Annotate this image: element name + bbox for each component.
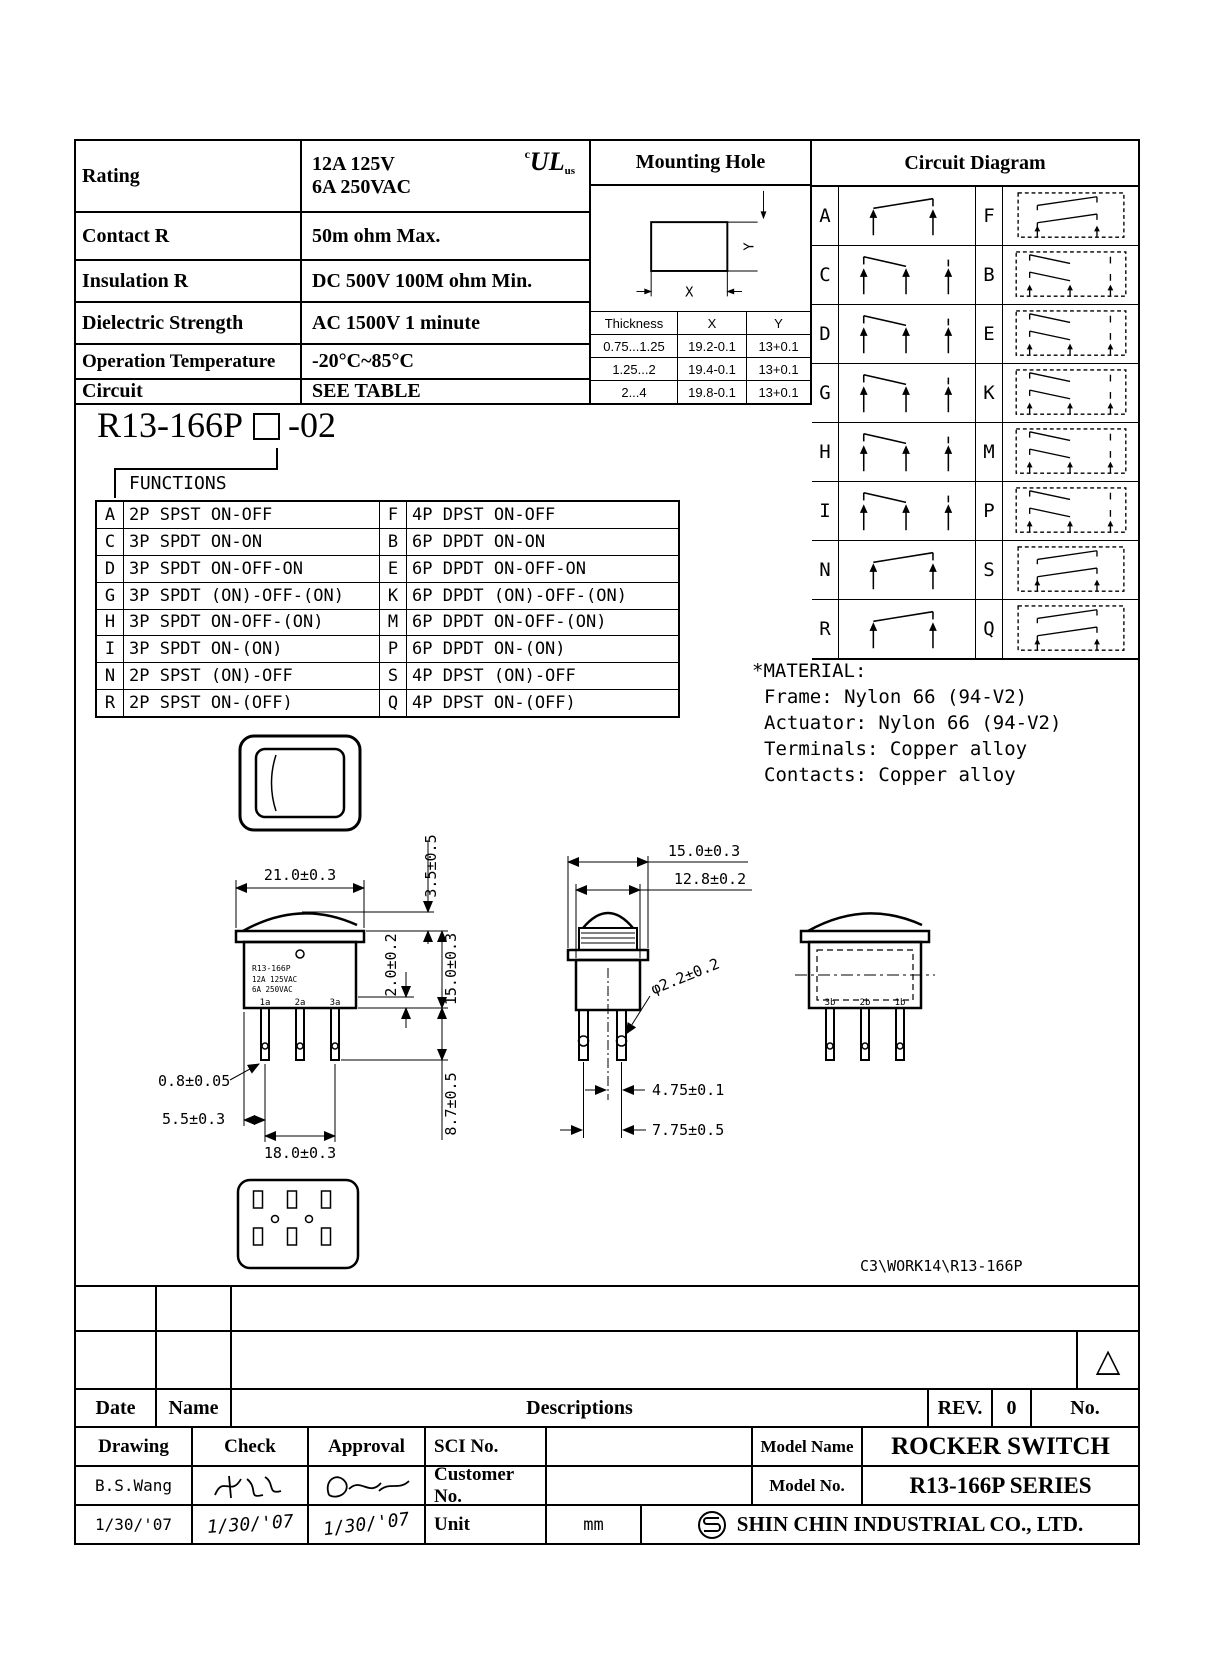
circuit-row [812, 305, 1138, 364]
thickness-header: Thickness [591, 312, 678, 334]
y-cell: 13+0.1 [758, 338, 799, 354]
ul-listed-icon: $^c$ULus [524, 147, 575, 177]
circuit-cell [839, 541, 976, 599]
circuit-cell [839, 246, 976, 304]
title-header-row [76, 1388, 1138, 1426]
function-desc: 6P DPDT ON-OFF-(ON) [412, 612, 607, 633]
drawing-label-row [76, 1426, 1138, 1465]
revision-row [76, 1285, 1138, 1330]
part-number-prefix: R13-166P [97, 405, 244, 445]
revision-desc-cell [232, 1287, 1138, 1330]
sci-no-value-cell [547, 1428, 753, 1465]
end-view-outline [568, 913, 648, 1100]
dim-hole-label: φ2.2±0.2 [648, 954, 722, 999]
table-row [591, 334, 810, 357]
spec-label-insulation-r: Insulation R [76, 261, 302, 301]
model-no-value: R13-166P SERIES [909, 1472, 1092, 1498]
descriptions-header: Descriptions [232, 1390, 929, 1426]
thickness-cell: 2...4 [591, 381, 678, 403]
revision-triangle-icon: △ [1095, 1342, 1121, 1378]
function-row [97, 582, 678, 609]
date-row [76, 1504, 1138, 1543]
circuit-letter: S [976, 541, 1003, 599]
approval-date-handwritten: 1/30/'07 [322, 1508, 411, 1541]
function-desc: 3P SPDT (ON)-OFF-(ON) [124, 583, 380, 609]
function-code: F [380, 502, 407, 528]
circuit-cell [839, 305, 976, 363]
circuit-symbol-dpst-icon [1007, 545, 1135, 595]
mounting-hole-diagram [591, 186, 808, 311]
circuit-letter: B [976, 246, 1003, 304]
circuit-symbol-dpst-icon [1007, 191, 1135, 241]
part-number-connector [114, 468, 278, 470]
side-view-marking: R13-166P [252, 964, 291, 973]
spec-label-op-temp: Operation Temperature [76, 345, 302, 378]
drawer-name: B.S.Wang [76, 1467, 193, 1504]
spec-value-op-temp: -20°C~85°C [312, 350, 414, 372]
spec-value-contact-r: 50m ohm Max. [312, 224, 441, 247]
function-code: H [97, 610, 124, 636]
function-code: M [380, 610, 407, 636]
material-line: Contacts: Copper alloy [764, 764, 1016, 786]
function-row [97, 609, 678, 636]
dim-terminal-span-label: 18.0±0.3 [263, 1144, 337, 1162]
check-signature-cell [193, 1467, 309, 1504]
function-row [97, 528, 678, 555]
terminal-label: 3b [824, 998, 836, 1008]
x-header: X [678, 312, 747, 334]
circuit-cell [1003, 541, 1138, 599]
front-view-outline [240, 736, 360, 830]
circuit-letter: P [976, 482, 1003, 540]
customer-no-label: Customer No. [426, 1467, 547, 1504]
circuit-cell [1003, 482, 1138, 540]
y-cell: 13+0.1 [758, 361, 799, 377]
function-code: Q [380, 690, 407, 716]
thickness-cell: 1.25...2 [591, 358, 678, 380]
function-desc: 3P SPDT ON-OFF-(ON) [124, 610, 380, 636]
check-label: Check [193, 1428, 309, 1465]
function-desc: 6P DPDT ON-(ON) [412, 639, 566, 660]
spec-label-dielectric: Dielectric Strength [76, 303, 302, 343]
circuit-symbol-spst-icon [843, 604, 971, 654]
function-desc: 2P SPST ON-OFF [124, 502, 380, 528]
circuit-symbol-dpdt-icon [1007, 486, 1135, 536]
function-code: A [97, 502, 124, 528]
mounting-hole-title: Mounting Hole [591, 141, 810, 186]
terminal-label: 1b [894, 998, 906, 1008]
function-desc: 2P SPST ON-(OFF) [124, 690, 380, 716]
material-line: Frame: Nylon 66 (94-V2) [764, 686, 1028, 708]
circuit-letter: E [976, 305, 1003, 363]
shin-chin-logo-icon [697, 1510, 727, 1540]
function-desc: 3P SPDT ON-ON [124, 529, 380, 555]
part-number-connector [276, 448, 278, 470]
function-code: C [97, 529, 124, 555]
company-cell [642, 1506, 1138, 1543]
terminal-label: 2a [294, 998, 306, 1008]
circuit-row [812, 600, 1138, 658]
terminal-label: 2b [859, 998, 871, 1008]
spec-table [74, 139, 591, 405]
function-desc: 4P DPST ON-(OFF) [412, 693, 576, 714]
dim-body-height-label: 15.0±0.3 [442, 932, 460, 1006]
function-desc: 6P DPDT ON-ON [412, 531, 546, 552]
circuit-cell [839, 482, 976, 540]
circuit-letter: I [812, 482, 839, 540]
table-row [76, 343, 589, 378]
table-row [76, 141, 589, 211]
thickness-table [591, 311, 810, 403]
side-view-marking: 12A 125VAC [252, 975, 298, 984]
function-code: D [97, 556, 124, 582]
circuit-cell [1003, 187, 1138, 245]
circuit-letter: M [976, 423, 1003, 481]
circuit-symbol-spdt-icon [843, 368, 971, 418]
drawing-date: 1/30/'07 [76, 1506, 193, 1543]
revision-desc-cell [232, 1332, 1078, 1388]
circuit-cell [839, 600, 976, 658]
spec-value-dielectric: AC 1500V 1 minute [312, 311, 480, 334]
circuit-symbol-dpdt-icon [1007, 368, 1135, 418]
circuit-row [812, 364, 1138, 423]
circuit-cell [1003, 600, 1138, 658]
function-code: S [380, 663, 407, 689]
spec-label-rating: Rating [76, 141, 302, 211]
circuit-symbol-dpdt-icon [1007, 309, 1135, 359]
circuit-letter: G [812, 364, 839, 422]
function-row [97, 689, 678, 716]
spec-value-circuit: SEE TABLE [312, 380, 421, 402]
circuit-cell [839, 364, 976, 422]
back-view-outline [795, 913, 935, 1060]
functions-title: FUNCTIONS [129, 473, 227, 494]
bottom-view-outline [238, 1180, 358, 1268]
revision-mark-cell [1078, 1332, 1138, 1388]
circuit-symbol-spdt-icon [843, 250, 971, 300]
circuit-letter: C [812, 246, 839, 304]
x-cell: 19.8-0.1 [678, 381, 747, 403]
circuit-diagram-title: Circuit Diagram [812, 141, 1138, 187]
dim-terminal-length-label: 8.7±0.5 [442, 1072, 460, 1136]
function-code: R [97, 690, 124, 716]
circuit-row [812, 541, 1138, 600]
revision-name-cell [157, 1332, 232, 1388]
x-cell: 19.4-0.1 [678, 358, 747, 380]
revision-date-cell [76, 1287, 157, 1330]
circuit-row [812, 482, 1138, 541]
table-row [76, 211, 589, 259]
thickness-cell: 0.75...1.25 [591, 335, 678, 357]
revision-name-cell [157, 1287, 232, 1330]
part-number-option-box [253, 413, 280, 440]
function-desc: 3P SPDT ON-OFF-ON [124, 556, 380, 582]
function-code: G [97, 583, 124, 609]
functions-table [95, 500, 680, 718]
dim-hole-offset-label: 4.75±0.1 [652, 1081, 725, 1099]
company-name: SHIN CHIN INDUSTRIAL CO., LTD. [736, 1512, 1084, 1536]
part-number [97, 404, 336, 446]
approval-date-cell [309, 1506, 426, 1543]
approval-signature-cell [309, 1467, 426, 1504]
circuit-letter: R [812, 600, 839, 658]
file-path: C3\WORK14\R13-166P [860, 1257, 1023, 1275]
dim-hole-span-label: 7.75±0.5 [652, 1121, 725, 1139]
function-code: K [380, 583, 407, 609]
dim-step-label: 2.0±0.2 [382, 933, 400, 997]
rating-line-1: 12A 125V [312, 153, 395, 175]
function-code: B [380, 529, 407, 555]
rev-header: REV. [929, 1390, 993, 1426]
circuit-symbol-spdt-icon [843, 486, 971, 536]
model-name-value: ROCKER SWITCH [891, 1432, 1110, 1460]
circuit-symbol-dpdt-icon [1007, 427, 1135, 477]
mounting-hole-rect [651, 222, 727, 271]
function-code: P [380, 636, 407, 662]
date-header: Date [76, 1390, 157, 1426]
rating-line-2: 6A 250VAC [312, 176, 412, 198]
name-header: Name [157, 1390, 232, 1426]
function-desc: 4P DPST ON-OFF [412, 504, 556, 525]
circuit-letter: N [812, 541, 839, 599]
function-code: N [97, 663, 124, 689]
circuit-diagram-panel [812, 139, 1140, 660]
circuit-symbol-spdt-icon [843, 309, 971, 359]
dim-body-depth-label: 12.8±0.2 [673, 870, 747, 888]
terminal-label: 1a [259, 998, 271, 1008]
part-number-suffix: -02 [288, 405, 337, 445]
drawing-label: Drawing [76, 1428, 193, 1465]
mounting-y-label: Y [741, 242, 758, 251]
table-row [76, 301, 589, 343]
side-view-marking: 6A 250VAC [252, 985, 293, 994]
check-date-handwritten: 1/30/'07 [206, 1511, 294, 1538]
circuit-cell [1003, 246, 1138, 304]
approval-label: Approval [309, 1428, 426, 1465]
material-line: Terminals: Copper alloy [764, 738, 1028, 760]
circuit-letter: H [812, 423, 839, 481]
approval-signature [319, 1469, 414, 1503]
check-signature [205, 1469, 295, 1503]
circuit-symbol-spst-icon [843, 191, 971, 241]
table-row [76, 259, 589, 301]
function-row [97, 502, 678, 528]
check-date-cell [193, 1506, 309, 1543]
circuit-letter: Q [976, 600, 1003, 658]
spec-label-circuit: Circuit [76, 380, 302, 403]
function-row [97, 555, 678, 582]
spec-label-contact-r: Contact R [76, 213, 302, 259]
spec-value-rating [302, 141, 589, 211]
function-row [97, 662, 678, 689]
name-row [76, 1463, 1138, 1507]
material-title: *MATERIAL: [752, 660, 867, 682]
dim-terminal-inset-label: 5.5±0.3 [162, 1110, 226, 1128]
circuit-cell [1003, 364, 1138, 422]
function-code: I [97, 636, 124, 662]
mounting-hole-panel [591, 139, 812, 405]
spec-value-insulation-r: DC 500V 100M ohm Min. [312, 269, 533, 292]
circuit-cell [1003, 305, 1138, 363]
circuit-symbol-spst-icon [843, 545, 971, 595]
circuit-symbol-spdt-icon [843, 427, 971, 477]
model-name-label: Model Name [753, 1428, 863, 1465]
circuit-row [812, 423, 1138, 482]
circuit-cell [839, 187, 976, 245]
y-cell: 13+0.1 [758, 384, 799, 400]
circuit-row [812, 187, 1138, 246]
revision-row [76, 1330, 1138, 1388]
table-row [591, 380, 810, 403]
function-desc: 6P DPDT (ON)-OFF-(ON) [412, 585, 627, 606]
function-desc: 6P DPDT ON-OFF-ON [412, 558, 586, 579]
circuit-symbol-dpst-icon [1007, 604, 1135, 654]
function-desc: 3P SPDT ON-(ON) [124, 636, 380, 662]
rev-number: 0 [993, 1390, 1032, 1426]
table-row [591, 357, 810, 380]
circuit-letter: K [976, 364, 1003, 422]
table-row [591, 312, 810, 334]
function-row [97, 635, 678, 662]
circuit-letter: A [812, 187, 839, 245]
circuit-letter: F [976, 187, 1003, 245]
dimension-drawings [90, 728, 1140, 1290]
table-row [76, 378, 589, 403]
dim-depth-label: 15.0±0.3 [667, 842, 741, 860]
function-code: E [380, 556, 407, 582]
revision-date-cell [76, 1332, 157, 1388]
y-header: Y [774, 315, 783, 331]
dim-terminal-thickness-label: 0.8±0.05 [158, 1072, 231, 1090]
dim-rocker-height-label: 3.5±0.5 [422, 834, 440, 898]
mounting-x-label: X [685, 284, 694, 301]
unit-value: mm [547, 1506, 642, 1543]
no-header: No. [1070, 1396, 1100, 1419]
circuit-row [812, 246, 1138, 305]
circuit-letter: D [812, 305, 839, 363]
dim-width-label: 21.0±0.3 [263, 866, 337, 884]
material-line: Actuator: Nylon 66 (94-V2) [764, 712, 1062, 734]
circuit-cell [839, 423, 976, 481]
model-no-label: Model No. [753, 1467, 863, 1504]
circuit-symbol-dpdt-icon [1007, 250, 1135, 300]
function-desc: 2P SPST (ON)-OFF [124, 663, 380, 689]
unit-label: Unit [426, 1506, 547, 1543]
x-cell: 19.2-0.1 [678, 335, 747, 357]
part-number-connector [114, 470, 116, 498]
terminal-label: 3a [329, 998, 341, 1008]
sci-no-label: SCI No. [426, 1428, 547, 1465]
function-desc: 4P DPST (ON)-OFF [412, 666, 576, 687]
circuit-cell [1003, 423, 1138, 481]
customer-no-value-cell [547, 1467, 753, 1504]
